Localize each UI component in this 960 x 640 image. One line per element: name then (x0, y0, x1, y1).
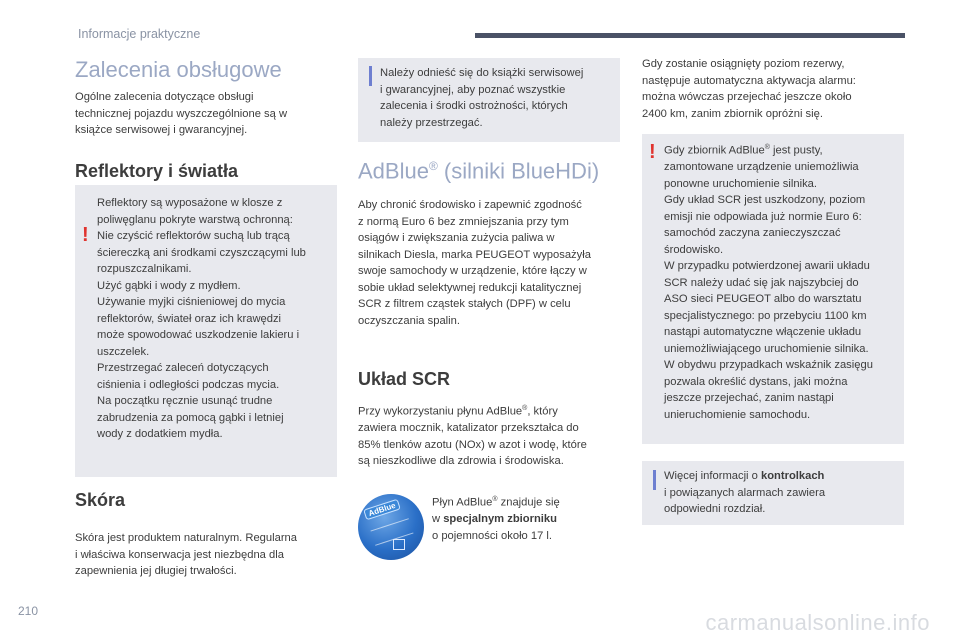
adblue-title: AdBlue® (silniki BlueHDi) (358, 158, 600, 184)
tank-note (432, 492, 622, 544)
info-icon (653, 470, 656, 490)
more-info-box (642, 461, 904, 525)
service-info-text: Należy odnieść się do książki serwisowej i gwarancyjnej, aby poznać wszystkie zalecenia i środki ostrożności, których należy przestrzegać. (380, 67, 584, 129)
adblue-tank-image (358, 494, 424, 560)
warning-icon: ! (649, 141, 656, 163)
lights-heading: Reflektory i światła (75, 160, 239, 181)
header-bar (475, 33, 905, 38)
intro-text: Ogólne zalecenia dotyczące obsługi technicznej pojazdu wyszczególnione są w książce serwisowej i gwarancyjnej. (75, 91, 288, 136)
cap-lines (371, 518, 414, 546)
adblue-label: AdBlue (363, 499, 401, 521)
reserve-text: Gdy zostanie osiągnięty poziom rezerwy, następuje automatyczna aktywacja alarmu: można wówczas przejechać jeszcze około 2400 km, zanim zbiornik opróżni się. (642, 58, 856, 120)
adblue-text: Aby chronić środowisko i zapewnić zgodność z normą Euro 6 bez zmniejszania przy tym osiągów i zwiększania zużycia paliwa w silnikach Diesla, marka PEUGEOT wyposażyła swoje samochody w urządzenie, które łączy w sobie układ selektywnej redukcji katalitycznej SCR z filtrem cząstek stałych (DPF) w celu oczyszczania spalin. (358, 199, 591, 327)
empty-tank-warning-text: Gdy zbiornik AdBlue® jest pusty, zamontowane urządzenie uniemożliwia ponowne uruchomienie silnika. Gdy układ SCR jest uszkodzony, poziom emisji nie odpowiada już normie Euro 6: samochód zaczyna zanieczyszczać środowisko. W przypadku potwierdzonej awarii układu SCR należy udać się jak najszybciej do ASO sieci PEUGEOT albo do warsztatu specjalistycznego: po przebyciu 1100 km nastąpi automatyczne włączenie układu uniemożliwiającego uruchomienie silnika. W obydwu przypadkach wskaźnik zasięgu pozwala określić dystans, jaki można jeszcze przejechać, zanim nastąpi unieruchomienie samochodu. (664, 144, 873, 421)
tank-icon (393, 539, 405, 550)
scr-heading: Układ SCR (358, 369, 451, 389)
leather-text: Skóra jest produktem naturalnym. Regularna i właściwa konserwacja jest niezbędna dla zapewnienia jej długiej trwałości. (75, 532, 297, 577)
section-header: Informacje praktyczne (78, 27, 201, 41)
page-number: 210 (18, 604, 39, 618)
info-icon (369, 66, 372, 86)
scr-section (358, 367, 620, 470)
adblue-section (358, 152, 620, 329)
more-info-text: Więcej informacji o kontrolkach i powiązanych alarmach zawiera odpowiedni rozdział. (664, 470, 826, 515)
leather-section (75, 488, 337, 580)
reserve-section (642, 56, 904, 122)
watermark: carmanualsonline.info (705, 610, 930, 635)
tank-text: Płyn AdBlue® znajduje się w specjalnym zbiorniku o pojemności około 17 l. (432, 496, 560, 542)
scr-text: Przy wykorzystaniu płynu AdBlue®, który zawiera mocznik, katalizator przekształca do 85% tlenków azotu (NOx) w azot i wodę, które są nieszkodliwe dla zdrowia i środowiska. (358, 405, 587, 468)
page-title: Zalecenia obsługowe (75, 57, 282, 82)
column-1 (75, 56, 337, 183)
lights-warning-text: Reflektory są wyposażone w klosze z poliwęglanu pokryte warstwą ochronną: Nie czyścić reflektorów suchą lub trącą ściereczką ani środkami czyszczącymi lub rozpuszczalnikami. Użyć gąbki i wody z mydłem. Używanie myjki ciśnieniowej do mycia reflektorów, świateł oraz ich krawędzi może spowodować uszkodzenie lakieru i uszczelek. Przestrzegać zaleceń dotyczących ciśnienia i odległości podczas mycia. Na początku ręcznie usunąć trudne zabrudzenia za pomocą gąbki i letniej wody z dodatkiem mydła. (97, 197, 306, 440)
lights-warning-box (75, 185, 337, 477)
empty-tank-warning-box (642, 134, 904, 444)
leather-heading: Skóra (75, 490, 126, 510)
warning-icon: ! (82, 224, 89, 246)
service-info-box (358, 58, 620, 142)
